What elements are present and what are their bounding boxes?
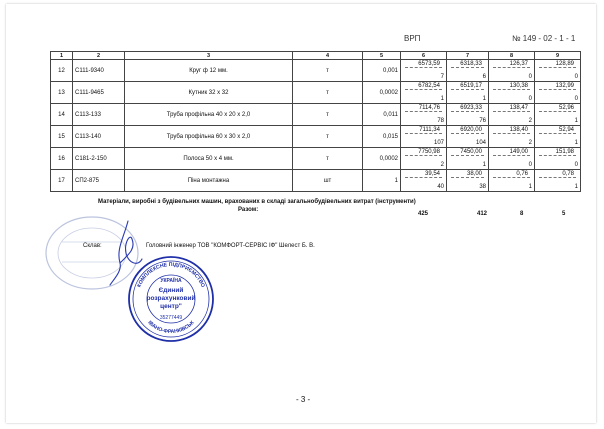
col9-cell bbox=[535, 104, 581, 126]
col6-cell bbox=[401, 104, 447, 126]
col6-top: 6573,59 bbox=[405, 60, 442, 68]
compiled-by-name: Головний інженер ТОВ "КОМФОРТ-СЕРВІС ІФ" Шелест Б. В. bbox=[146, 243, 315, 249]
col7-top: 6920,00 bbox=[451, 126, 484, 134]
col6-cell bbox=[401, 60, 447, 82]
col7-top: 6318,33 bbox=[451, 60, 484, 68]
col8-top: 0,76 bbox=[493, 170, 530, 178]
quantity: 1 bbox=[363, 170, 401, 192]
total-col7: 412 bbox=[477, 211, 488, 217]
unit: шт bbox=[293, 170, 363, 192]
company-stamp-icon bbox=[126, 254, 216, 344]
resource-name: Піна монтажна bbox=[125, 170, 293, 192]
quantity: 0,0002 bbox=[363, 82, 401, 104]
col6-bottom: 1 bbox=[440, 96, 444, 102]
compiled-by-label: Склав: bbox=[83, 243, 102, 249]
col8-bottom: 0 bbox=[528, 74, 532, 80]
svg-text:розрахунковий: розрахунковий bbox=[146, 295, 196, 302]
total-col6: 425 bbox=[418, 211, 429, 217]
page-number: - 3 - bbox=[296, 395, 311, 404]
svg-text:КОМПЛЕКСНЕ ПІДПРИЄМСТВО: КОМПЛЕКСНЕ ПІДПРИЄМСТВО bbox=[136, 261, 206, 289]
col9-top: 52,94 bbox=[539, 126, 576, 134]
resource-name: Кутник 32 х 32 bbox=[125, 82, 293, 104]
quantity: 0,001 bbox=[363, 60, 401, 82]
col8-bottom: 1 bbox=[528, 184, 532, 190]
table-row bbox=[51, 170, 581, 192]
col6-cell bbox=[401, 148, 447, 170]
col9-top: 0,78 bbox=[539, 170, 576, 178]
resource-name: Труба профільна 60 х 30 х 2,0 bbox=[125, 126, 293, 148]
total-col8: 8 bbox=[520, 211, 524, 217]
col8-cell bbox=[489, 170, 535, 192]
quantity: 0,015 bbox=[363, 126, 401, 148]
table-row bbox=[51, 82, 581, 104]
document-page bbox=[6, 4, 596, 423]
col9-bottom: 0 bbox=[574, 162, 578, 168]
col7-cell bbox=[447, 126, 489, 148]
estimate-table bbox=[50, 51, 581, 192]
resource-code: С111-9340 bbox=[73, 60, 125, 82]
table-row bbox=[51, 148, 581, 170]
document-number: № 149 - 02 - 1 - 1 bbox=[512, 34, 576, 43]
svg-text:ІВАНО-ФРАНКІВСЬК: ІВАНО-ФРАНКІВСЬК bbox=[146, 319, 196, 336]
col7-cell bbox=[447, 104, 489, 126]
column-header: 8 bbox=[489, 52, 535, 60]
col6-bottom: 2 bbox=[440, 162, 444, 168]
column-header: 7 bbox=[447, 52, 489, 60]
col9-top: 128,89 bbox=[539, 60, 576, 68]
row-number: 14 bbox=[51, 104, 73, 126]
svg-text:35277449: 35277449 bbox=[159, 315, 183, 321]
svg-text:УКРАЇНА: УКРАЇНА bbox=[160, 278, 182, 284]
resource-code: С181-2-150 bbox=[73, 148, 125, 170]
col6-bottom: 78 bbox=[437, 118, 444, 124]
svg-text:Єдиний: Єдиний bbox=[158, 287, 184, 294]
column-header: 9 bbox=[535, 52, 581, 60]
svg-text:центр": центр" bbox=[160, 303, 182, 310]
col7-bottom: 1 bbox=[482, 162, 486, 168]
column-header: 4 bbox=[293, 52, 363, 60]
col9-cell bbox=[535, 82, 581, 104]
col8-cell bbox=[489, 104, 535, 126]
col7-top: 6519,17 bbox=[451, 82, 484, 90]
col8-top: 126,37 bbox=[493, 60, 530, 68]
total-label: Разом: bbox=[238, 207, 259, 213]
col8-cell bbox=[489, 126, 535, 148]
col8-top: 138,40 bbox=[493, 126, 530, 134]
col8-bottom: 2 bbox=[528, 118, 532, 124]
col6-top: 7114,76 bbox=[405, 104, 442, 112]
col8-bottom: 0 bbox=[528, 162, 532, 168]
col6-bottom: 40 bbox=[437, 184, 444, 190]
quantity: 0,011 bbox=[363, 104, 401, 126]
col7-cell bbox=[447, 60, 489, 82]
col8-top: 149,00 bbox=[493, 148, 530, 156]
col6-cell bbox=[401, 126, 447, 148]
column-header: 1 bbox=[51, 52, 73, 60]
col7-bottom: 38 bbox=[479, 184, 486, 190]
row-number: 15 bbox=[51, 126, 73, 148]
col7-cell bbox=[447, 82, 489, 104]
col9-bottom: 1 bbox=[574, 118, 578, 124]
col8-bottom: 2 bbox=[528, 140, 532, 146]
col8-cell bbox=[489, 148, 535, 170]
col9-cell bbox=[535, 148, 581, 170]
col7-cell bbox=[447, 170, 489, 192]
col7-bottom: 1 bbox=[482, 96, 486, 102]
col7-bottom: 76 bbox=[479, 118, 486, 124]
unit: т bbox=[293, 60, 363, 82]
row-number: 13 bbox=[51, 82, 73, 104]
materials-note: Матеріали, виробні з будівельних машин, врахованих в складі загальнобудівельних витрат (інструменти) bbox=[98, 199, 416, 205]
col9-bottom: 0 bbox=[574, 96, 578, 102]
resource-code: С113-133 bbox=[73, 104, 125, 126]
col7-top: 7450,00 bbox=[451, 148, 484, 156]
row-number: 17 bbox=[51, 170, 73, 192]
resource-code: С113-140 bbox=[73, 126, 125, 148]
col9-cell bbox=[535, 60, 581, 82]
col7-top: 6923,33 bbox=[451, 104, 484, 112]
col7-bottom: 6 bbox=[482, 74, 486, 80]
col9-bottom: 1 bbox=[574, 140, 578, 146]
col8-cell bbox=[489, 60, 535, 82]
col6-top: 39,54 bbox=[405, 170, 442, 178]
row-number: 16 bbox=[51, 148, 73, 170]
unit: т bbox=[293, 126, 363, 148]
col7-cell bbox=[447, 148, 489, 170]
resource-name: Круг ф 12 мм. bbox=[125, 60, 293, 82]
col8-bottom: 0 bbox=[528, 96, 532, 102]
col7-bottom: 104 bbox=[475, 140, 486, 146]
col8-cell bbox=[489, 82, 535, 104]
unit: т bbox=[293, 148, 363, 170]
col6-top: 6782,54 bbox=[405, 82, 442, 90]
col9-cell bbox=[535, 126, 581, 148]
col7-top: 38,00 bbox=[451, 170, 484, 178]
quantity: 0,0002 bbox=[363, 148, 401, 170]
table-row bbox=[51, 104, 581, 126]
col9-cell bbox=[535, 170, 581, 192]
resource-code: СП2-875 bbox=[73, 170, 125, 192]
col8-top: 138,47 bbox=[493, 104, 530, 112]
col8-top: 130,38 bbox=[493, 82, 530, 90]
col9-top: 151,98 bbox=[539, 148, 576, 156]
table-row bbox=[51, 126, 581, 148]
unit: т bbox=[293, 104, 363, 126]
total-col9: 5 bbox=[562, 211, 566, 217]
col6-top: 7111,34 bbox=[405, 126, 442, 134]
column-header: 6 bbox=[401, 52, 447, 60]
col6-cell bbox=[401, 170, 447, 192]
column-header: 3 bbox=[125, 52, 293, 60]
table-header-row bbox=[51, 52, 581, 60]
resource-code: С111-9465 bbox=[73, 82, 125, 104]
col9-top: 132,99 bbox=[539, 82, 576, 90]
col6-cell bbox=[401, 82, 447, 104]
column-header: 5 bbox=[363, 52, 401, 60]
col9-bottom: 0 bbox=[574, 74, 578, 80]
col6-bottom: 7 bbox=[440, 74, 444, 80]
document-code: ВРП bbox=[404, 34, 421, 43]
col9-bottom: 1 bbox=[574, 184, 578, 190]
column-header: 2 bbox=[73, 52, 125, 60]
unit: т bbox=[293, 82, 363, 104]
resource-name: Труба профільна 40 х 20 х 2,0 bbox=[125, 104, 293, 126]
col9-top: 52,96 bbox=[539, 104, 576, 112]
row-number: 12 bbox=[51, 60, 73, 82]
table-row bbox=[51, 60, 581, 82]
col6-bottom: 107 bbox=[433, 140, 444, 146]
resource-name: Полоса 50 х 4 мм. bbox=[125, 148, 293, 170]
col6-top: 7750,98 bbox=[405, 148, 442, 156]
